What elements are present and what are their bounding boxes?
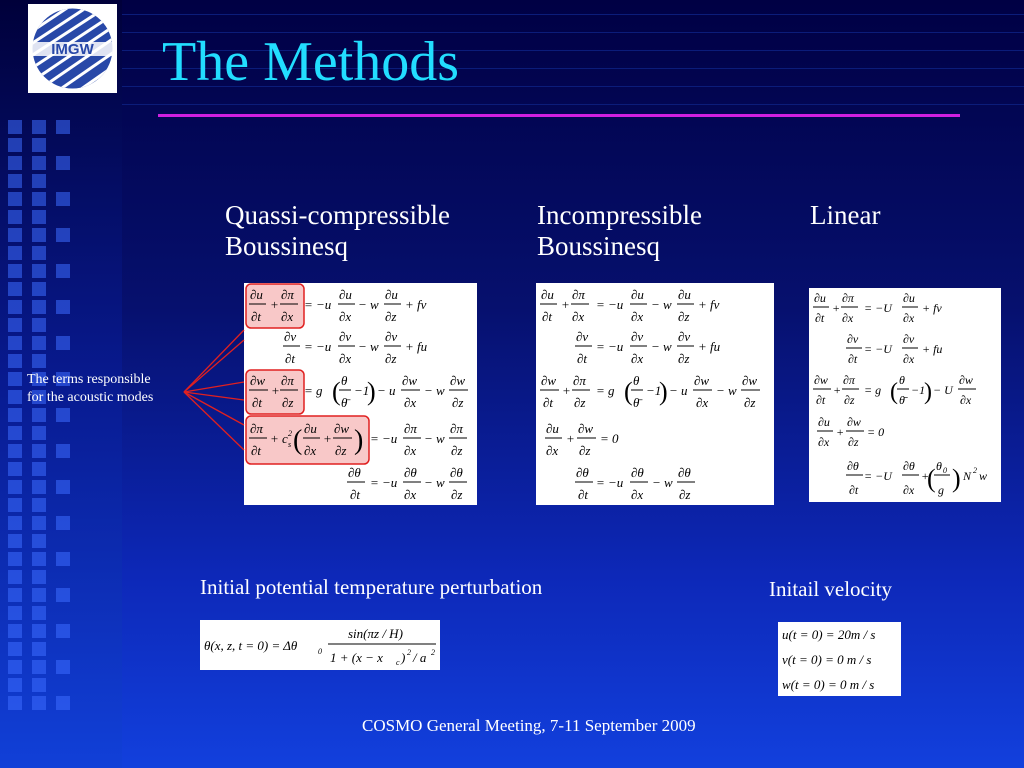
svg-text:∂v: ∂v bbox=[576, 329, 589, 344]
svg-text:∂u: ∂u bbox=[631, 287, 644, 302]
svg-text:0: 0 bbox=[943, 466, 947, 475]
svg-text:= −u: = −u bbox=[370, 431, 398, 446]
svg-text:∂z: ∂z bbox=[574, 395, 586, 410]
svg-text:∂z: ∂z bbox=[844, 393, 855, 407]
svg-text:= −U: = −U bbox=[864, 469, 892, 483]
svg-text:v(t = 0) = 0 m / s: v(t = 0) = 0 m / s bbox=[782, 652, 872, 667]
svg-text:+: + bbox=[921, 469, 930, 483]
svg-text:= 0: = 0 bbox=[600, 431, 619, 446]
svg-text:∂x: ∂x bbox=[281, 309, 294, 324]
svg-text:∂v: ∂v bbox=[903, 332, 915, 346]
svg-text:∂w: ∂w bbox=[334, 421, 350, 436]
svg-text:= −u: = −u bbox=[304, 339, 332, 354]
svg-text:∂w: ∂w bbox=[450, 373, 466, 388]
svg-text:∂t: ∂t bbox=[251, 443, 262, 458]
svg-text:∂u: ∂u bbox=[250, 287, 263, 302]
svg-text:∂z: ∂z bbox=[385, 351, 397, 366]
svg-text:∂θ: ∂θ bbox=[348, 465, 361, 480]
svg-text:∂t: ∂t bbox=[816, 393, 826, 407]
svg-text:(: ( bbox=[293, 425, 303, 456]
svg-text:IMGW: IMGW bbox=[51, 41, 94, 58]
svg-text:+ fu: + fu bbox=[922, 342, 943, 356]
svg-text:∂x: ∂x bbox=[404, 443, 417, 458]
svg-text:+ fv: + fv bbox=[405, 297, 427, 312]
svg-text:+: + bbox=[562, 383, 571, 398]
svg-text:− u: − u bbox=[377, 383, 396, 398]
svg-text:∂u: ∂u bbox=[304, 421, 317, 436]
svg-text:∂u: ∂u bbox=[339, 287, 352, 302]
svg-text:∂x: ∂x bbox=[404, 395, 417, 410]
svg-text:−1: −1 bbox=[911, 383, 926, 397]
svg-text:g: g bbox=[938, 483, 944, 497]
svg-text:∂w: ∂w bbox=[742, 373, 758, 388]
svg-text:∂u: ∂u bbox=[546, 421, 559, 436]
svg-text:∂x: ∂x bbox=[631, 351, 644, 366]
svg-text:∂z: ∂z bbox=[678, 309, 690, 324]
svg-text:∂z: ∂z bbox=[679, 487, 691, 502]
svg-text:∂z: ∂z bbox=[848, 435, 859, 449]
svg-text:): ) bbox=[367, 377, 376, 406]
svg-text:θ̄: θ̄ bbox=[899, 393, 905, 407]
svg-text:∂t: ∂t bbox=[285, 351, 296, 366]
svg-text:∂t: ∂t bbox=[578, 487, 589, 502]
svg-text:= −U: = −U bbox=[864, 301, 892, 315]
svg-text:∂z: ∂z bbox=[678, 351, 690, 366]
svg-text:∂z: ∂z bbox=[451, 487, 463, 502]
svg-text:N: N bbox=[963, 469, 972, 483]
svg-text:w(t = 0) = 0 m / s: w(t = 0) = 0 m / s bbox=[782, 677, 875, 692]
svg-text:∂w: ∂w bbox=[578, 421, 594, 436]
column-heading-linear: Linear bbox=[810, 200, 881, 230]
svg-text:∂π: ∂π bbox=[250, 421, 263, 436]
svg-text:+: + bbox=[566, 431, 575, 446]
svg-text:θ̄: θ̄ bbox=[633, 395, 640, 410]
svg-text:+ fu: + fu bbox=[405, 339, 428, 354]
svg-text:∂π: ∂π bbox=[281, 287, 294, 302]
svg-text:∂θ: ∂θ bbox=[903, 459, 915, 473]
svg-text:∂w: ∂w bbox=[541, 373, 557, 388]
svg-text:∂x: ∂x bbox=[903, 352, 915, 366]
svg-text:(: ( bbox=[890, 379, 898, 405]
svg-text:/ a: / a bbox=[413, 650, 427, 665]
svg-text:θ: θ bbox=[899, 373, 905, 387]
svg-text:∂x: ∂x bbox=[304, 443, 317, 458]
slide-footer: COSMO General Meeting, 7-11 September 2009 bbox=[362, 716, 696, 735]
svg-text:∂u: ∂u bbox=[678, 287, 691, 302]
svg-text:− u: − u bbox=[669, 383, 688, 398]
svg-text:∂t: ∂t bbox=[849, 483, 859, 497]
svg-text:− w: − w bbox=[424, 383, 445, 398]
svg-text:∂x: ∂x bbox=[339, 351, 352, 366]
svg-text:= g: = g bbox=[596, 383, 615, 398]
svg-text:− w: − w bbox=[358, 297, 379, 312]
svg-text:∂u: ∂u bbox=[903, 291, 915, 305]
acoustic-modes-note: The terms responsible for the acoustic modes bbox=[27, 372, 154, 405]
svg-text:sin(πz / H): sin(πz / H) bbox=[348, 626, 403, 641]
svg-text:= −U: = −U bbox=[864, 342, 892, 356]
svg-text:w: w bbox=[979, 469, 988, 483]
svg-text:∂x: ∂x bbox=[546, 443, 559, 458]
svg-text:∂x: ∂x bbox=[631, 309, 644, 324]
svg-text:∂x: ∂x bbox=[696, 395, 709, 410]
svg-text:∂v: ∂v bbox=[284, 329, 297, 344]
svg-text:): ) bbox=[924, 379, 932, 405]
svg-text:(: ( bbox=[927, 464, 936, 493]
svg-text:= −u: = −u bbox=[596, 339, 624, 354]
svg-text:2: 2 bbox=[431, 648, 435, 657]
svg-text:(: ( bbox=[624, 377, 633, 406]
svg-text:+: + bbox=[836, 425, 845, 439]
svg-text:θ: θ bbox=[936, 459, 942, 473]
svg-text:∂w: ∂w bbox=[694, 373, 710, 388]
svg-text:∂x: ∂x bbox=[339, 309, 352, 324]
svg-text:+ c: + c bbox=[270, 431, 288, 446]
svg-text:∂x: ∂x bbox=[960, 393, 972, 407]
initial-velocity-formula bbox=[778, 622, 901, 696]
svg-text:∂z: ∂z bbox=[282, 395, 294, 410]
svg-text:− w: − w bbox=[358, 339, 379, 354]
svg-text:∂t: ∂t bbox=[543, 395, 554, 410]
svg-text:∂w: ∂w bbox=[402, 373, 418, 388]
svg-text:∂x: ∂x bbox=[572, 309, 585, 324]
svg-text:= −u: = −u bbox=[596, 297, 624, 312]
svg-text:∂z: ∂z bbox=[579, 443, 591, 458]
svg-text:= 0: = 0 bbox=[867, 425, 885, 439]
svg-text:−1: −1 bbox=[354, 383, 370, 398]
svg-text:− w: − w bbox=[652, 475, 673, 490]
svg-text:∂t: ∂t bbox=[252, 395, 263, 410]
initial-velocity-label: Initail velocity bbox=[769, 577, 893, 601]
svg-text:∂θ: ∂θ bbox=[576, 465, 589, 480]
svg-text:∂v: ∂v bbox=[847, 332, 859, 346]
svg-text:∂u: ∂u bbox=[814, 291, 826, 305]
svg-text:c: c bbox=[396, 658, 400, 667]
svg-text:− w: − w bbox=[651, 339, 672, 354]
svg-text:∂z: ∂z bbox=[385, 309, 397, 324]
svg-text:+: + bbox=[323, 431, 332, 446]
svg-text:∂z: ∂z bbox=[452, 395, 464, 410]
svg-text:−1: −1 bbox=[646, 383, 662, 398]
svg-text:− w: − w bbox=[424, 431, 445, 446]
svg-text:∂w: ∂w bbox=[959, 373, 973, 387]
svg-text:− U: − U bbox=[933, 383, 953, 397]
svg-text:0: 0 bbox=[318, 647, 322, 656]
svg-text:∂π: ∂π bbox=[573, 373, 586, 388]
svg-text:∂t: ∂t bbox=[542, 309, 553, 324]
svg-text:∂θ: ∂θ bbox=[450, 465, 463, 480]
svg-text:+ fv: + fv bbox=[698, 297, 720, 312]
svg-text:∂u: ∂u bbox=[385, 287, 398, 302]
column-heading-quasi-compressible: Quassi-compressible Boussinesq bbox=[225, 200, 450, 261]
svg-text:∂x: ∂x bbox=[842, 311, 854, 325]
svg-text:∂v: ∂v bbox=[385, 329, 398, 344]
svg-text:): ) bbox=[659, 377, 668, 406]
svg-text:∂π: ∂π bbox=[450, 421, 463, 436]
svg-text:+: + bbox=[832, 301, 841, 315]
svg-text:∂v: ∂v bbox=[631, 329, 644, 344]
svg-text:+: + bbox=[833, 383, 842, 397]
svg-text:∂x: ∂x bbox=[903, 483, 915, 497]
svg-text:∂u: ∂u bbox=[818, 415, 830, 429]
slide-title: The Methods bbox=[162, 31, 460, 93]
svg-text:∂w: ∂w bbox=[814, 373, 828, 387]
svg-text:∂θ: ∂θ bbox=[631, 465, 644, 480]
svg-text:): ) bbox=[354, 425, 364, 456]
svg-text:∂z: ∂z bbox=[451, 443, 463, 458]
svg-text:∂x: ∂x bbox=[903, 311, 915, 325]
svg-text:+ fu: + fu bbox=[698, 339, 721, 354]
svg-text:+: + bbox=[270, 297, 279, 312]
svg-text:+: + bbox=[271, 383, 280, 398]
svg-text:θ(x, z, t = 0) = Δθ: θ(x, z, t = 0) = Δθ bbox=[204, 638, 298, 653]
svg-text:∂t: ∂t bbox=[815, 311, 825, 325]
svg-text:∂π: ∂π bbox=[842, 291, 854, 305]
svg-text:∂z: ∂z bbox=[744, 395, 756, 410]
svg-text:∂u: ∂u bbox=[541, 287, 554, 302]
svg-text:∂v: ∂v bbox=[339, 329, 352, 344]
svg-text:+: + bbox=[561, 297, 570, 312]
svg-text:θ: θ bbox=[341, 373, 348, 388]
svg-text:∂z: ∂z bbox=[335, 443, 347, 458]
svg-text:∂w: ∂w bbox=[250, 373, 266, 388]
svg-text:= g: = g bbox=[304, 383, 323, 398]
svg-text:∂t: ∂t bbox=[251, 309, 262, 324]
svg-text:∂x: ∂x bbox=[631, 487, 644, 502]
svg-text:= −u: = −u bbox=[304, 297, 332, 312]
svg-text:∂v: ∂v bbox=[678, 329, 691, 344]
column-heading-incompressible: Incompressible Boussinesq bbox=[537, 200, 702, 261]
svg-text:= −u: = −u bbox=[370, 475, 398, 490]
svg-text:θ: θ bbox=[633, 373, 640, 388]
svg-text:∂x: ∂x bbox=[818, 435, 830, 449]
svg-text:= −u: = −u bbox=[596, 475, 624, 490]
svg-text:∂π: ∂π bbox=[843, 373, 855, 387]
svg-text:∂π: ∂π bbox=[281, 373, 294, 388]
svg-text:∂π: ∂π bbox=[404, 421, 417, 436]
svg-text:u(t = 0) = 20m / s: u(t = 0) = 20m / s bbox=[782, 627, 876, 642]
svg-text:∂t: ∂t bbox=[577, 351, 588, 366]
svg-text:∂t: ∂t bbox=[350, 487, 361, 502]
temperature-perturbation-label: Initial potential temperature perturbation bbox=[200, 575, 543, 599]
svg-text:2: 2 bbox=[973, 466, 977, 475]
temperature-perturbation-formula bbox=[200, 620, 440, 670]
svg-text:∂x: ∂x bbox=[404, 487, 417, 502]
svg-text:∂θ: ∂θ bbox=[847, 459, 859, 473]
svg-text:θ̄: θ̄ bbox=[341, 395, 348, 410]
svg-text:∂θ: ∂θ bbox=[404, 465, 417, 480]
svg-text:∂π: ∂π bbox=[572, 287, 585, 302]
svg-text:∂w: ∂w bbox=[847, 415, 861, 429]
svg-text:+ fv: + fv bbox=[922, 301, 942, 315]
svg-text:− w: − w bbox=[651, 297, 672, 312]
svg-text:1 + (x − x: 1 + (x − x bbox=[330, 650, 383, 665]
svg-text:(: ( bbox=[332, 377, 341, 406]
svg-text:− w: − w bbox=[716, 383, 737, 398]
svg-text:2: 2 bbox=[407, 648, 411, 657]
svg-text:− w: − w bbox=[424, 475, 445, 490]
svg-text:∂θ: ∂θ bbox=[678, 465, 691, 480]
svg-text:): ) bbox=[401, 650, 406, 665]
svg-text:2: 2 bbox=[288, 429, 292, 438]
svg-text:): ) bbox=[952, 464, 961, 493]
svg-text:s: s bbox=[288, 440, 292, 449]
svg-text:= g: = g bbox=[864, 383, 882, 397]
svg-text:∂t: ∂t bbox=[848, 352, 858, 366]
